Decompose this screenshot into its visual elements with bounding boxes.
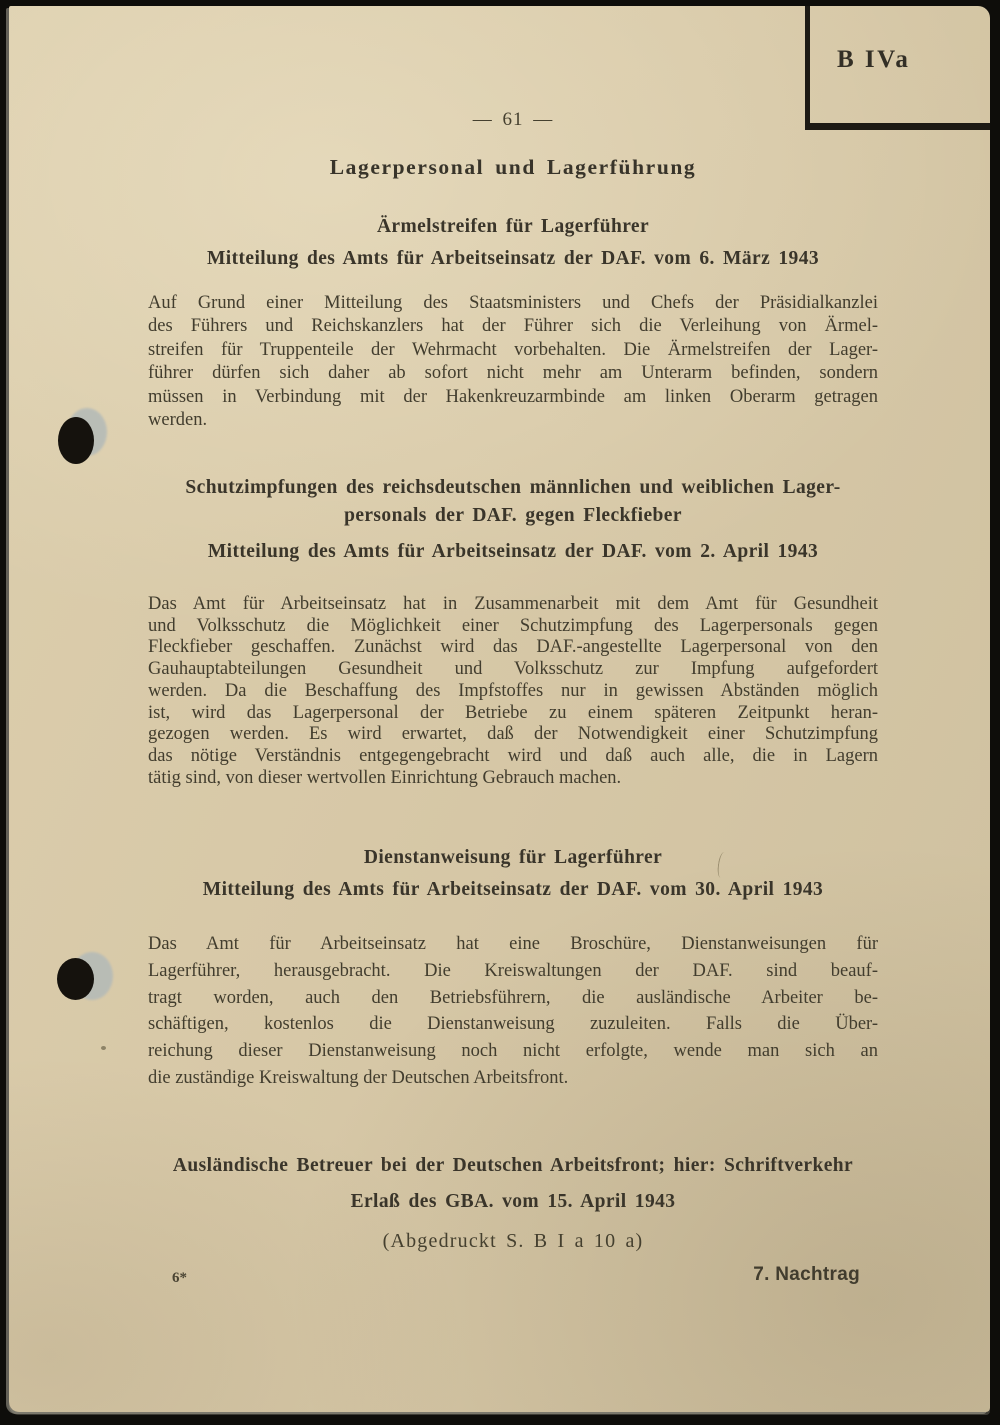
body-line: Gauhauptabteilungen Gesundheit und Volksschutz zur Impfung aufgefordert [148, 659, 878, 680]
body-line: Fleckfieber geschaffen. Zunächst wird das DAF.-angestellte Lagerpersonal von den [148, 637, 878, 658]
body-line: und Volksschutz die Möglichkeit einer Schutzimpfung des Lagerpersonals gegen [148, 615, 878, 636]
heading-line: Schutzimpfungen des reichsdeutschen männlichen und weiblichen Lager- [185, 477, 841, 498]
paper-sheet [9, 6, 990, 1412]
classification-label: B IVa [837, 46, 911, 73]
section-2-heading [148, 474, 878, 530]
section-4-heading [148, 1152, 878, 1180]
punch-hole-bottom [57, 958, 94, 1000]
heading-line: Ärmelstreifen für Lagerführer [376, 216, 650, 237]
document-title: Lagerpersonal und Lagerführung [329, 155, 697, 179]
section-3-paragraph [148, 931, 878, 1092]
section-4-subheading: Erlaß des GBA. vom 15. April 1943 [350, 1191, 676, 1212]
body-line: ist, wird das Lagerpersonal der Betriebe zu einem späteren Zeitpunkt heran- [148, 702, 878, 723]
body-line: des Führers und Reichskanzlers hat der Führer sich die Verleihung von Ärmel- [148, 316, 878, 337]
body-line: reichung dieser Dienstanweisung noch nicht erfolgte, wende man sich an [148, 1041, 878, 1062]
body-line: führer dürfen sich daher ab sofort nicht mehr am Unterarm befinden, sondern [148, 363, 878, 384]
body-line: Lagerführer, herausgebracht. Die Kreiswaltungen der DAF. sind beauf- [148, 960, 878, 981]
body-line: werden. [148, 410, 208, 431]
body-line: die zuständige Kreiswaltung der Deutschen Arbeitsfront. [148, 1067, 569, 1088]
body-line: tätig sind, von dieser wertvollen Einrichtung Gebrauch machen. [148, 767, 622, 788]
section-2-subheading: Mitteilung des Amts für Arbeitseinsatz der DAF. vom 2. April 1943 [207, 541, 819, 562]
supplement-label: 7. Nachtrag [753, 1264, 860, 1285]
body-line: tragt worden, auch den Betriebsführern, die ausländische Arbeiter be- [148, 987, 878, 1008]
section-1-subheading: Mitteilung des Amts für Arbeitseinsatz der DAF. vom 6. März 1943 [206, 248, 820, 269]
body-line: werden. Da die Beschaffung des Impfstoffes nur in gewissen Abständen möglich [148, 680, 878, 701]
section-1-heading [148, 213, 878, 241]
section-4-note: (Abgedruckt S. B I a 10 a) [382, 1230, 644, 1252]
page-number: — 61 — [472, 109, 554, 130]
body-line: streifen für Truppenteile der Wehrmacht vorbehalten. Die Ärmelstreifen der Lager- [148, 339, 878, 360]
body-line: schäftigen, kostenlos die Dienstanweisung zuzuleiten. Falls die Über- [148, 1014, 878, 1035]
heading-line: Dienstanweisung für Lagerführer [363, 847, 663, 868]
ink-speck-artifact [101, 1046, 106, 1050]
punch-hole-top [58, 417, 94, 464]
body-line: Das Amt für Arbeitseinsatz hat in Zusammenarbeit mit dem Amt für Gesundheit [148, 594, 878, 614]
signature-mark: 6* [172, 1270, 187, 1286]
section-1-paragraph [148, 292, 878, 432]
heading-line: Ausländische Betreuer bei der Deutschen Arbeitsfront; hier: Schriftverkehr [172, 1155, 854, 1176]
section-3-subheading: Mitteilung des Amts für Arbeitseinsatz der DAF. vom 30. April 1943 [202, 879, 824, 900]
body-line: müssen in Verbindung mit der Hakenkreuzarmbinde am linken Oberarm getragen [148, 386, 878, 407]
body-line: Auf Grund einer Mitteilung des Staatsministers und Chefs der Präsidialkanzlei [148, 293, 878, 313]
body-line: gezogen werden. Es wird erwartet, daß der Notwendigkeit einer Schutzimpfung [148, 724, 878, 745]
body-line: das nötige Verständnis entgegengebracht wird und daß auch alle, die in Lagern [148, 745, 878, 766]
section-2-paragraph [148, 594, 878, 789]
heading-line: personals der DAF. gegen Fleckfieber [344, 505, 682, 526]
body-line: Das Amt für Arbeitseinsatz hat eine Broschüre, Dienstanweisungen für [148, 934, 878, 954]
section-3-heading [148, 844, 878, 872]
